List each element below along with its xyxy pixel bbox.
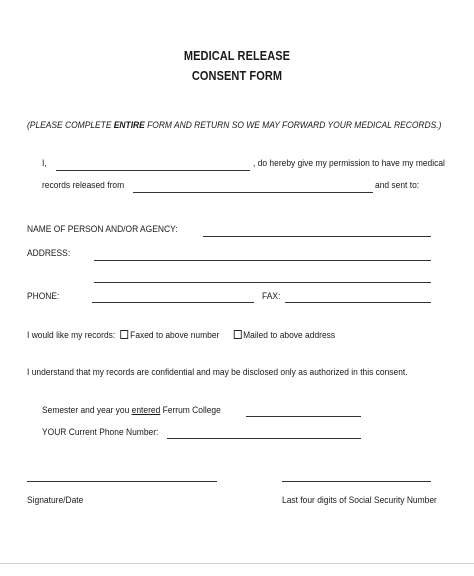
address-field-line2[interactable] [94,282,431,283]
ssn-label: Last four digits of Social Security Number [282,495,437,506]
ssn-field[interactable] [282,481,431,482]
fax-label: FAX: [262,291,281,302]
page-divider [0,563,474,564]
signature-date-field[interactable] [27,481,217,482]
fax-field[interactable] [285,302,431,303]
signature-date-label: Signature/Date [27,495,84,506]
mailed-checkbox[interactable] [233,330,241,339]
line-i-start: I, [42,158,47,169]
mailed-option-label: Mailed to above address [243,330,336,341]
semester-field[interactable] [246,416,361,417]
address-field-line1[interactable] [94,260,431,261]
confidentiality-statement: I understand that my records are confidential and may be disclosed only as authorized in this consent. [27,367,408,378]
current-phone-label: YOUR Current Phone Number: [42,427,159,438]
patient-name-field[interactable] [56,170,250,171]
form-title-line1: MEDICAL RELEASE [183,49,291,63]
released-from-field[interactable] [133,192,373,193]
current-phone-field[interactable] [167,438,361,439]
form-title-line2: CONSENT FORM [191,69,283,83]
name-agency-label: NAME OF PERSON AND/OR AGENCY: [27,224,178,235]
address-label: ADDRESS: [27,248,71,259]
sent-to-label: and sent to: [375,180,420,191]
name-agency-field[interactable] [203,236,431,237]
line-i-end: , do hereby give my permission to have my medical [253,158,445,169]
faxed-option-label: Faxed to above number [130,330,220,341]
records-released-label: records released from [42,180,125,191]
semester-label: Semester and year you entered Ferrum College [42,405,221,416]
faxed-checkbox[interactable] [120,330,128,339]
phone-label: PHONE: [27,291,60,302]
records-preference-label: I would like my records: [27,330,116,341]
instruction-emphasis: ENTIRE [113,120,145,131]
instruction-text: (PLEASE COMPLETE ENTIRE FORM AND RETURN SO WE MAY FORWARD YOUR MEDICAL RECORDS.) [27,120,442,131]
phone-field[interactable] [92,302,254,303]
semester-entered-word: entered [131,405,161,416]
records-preference-row [27,330,335,341]
